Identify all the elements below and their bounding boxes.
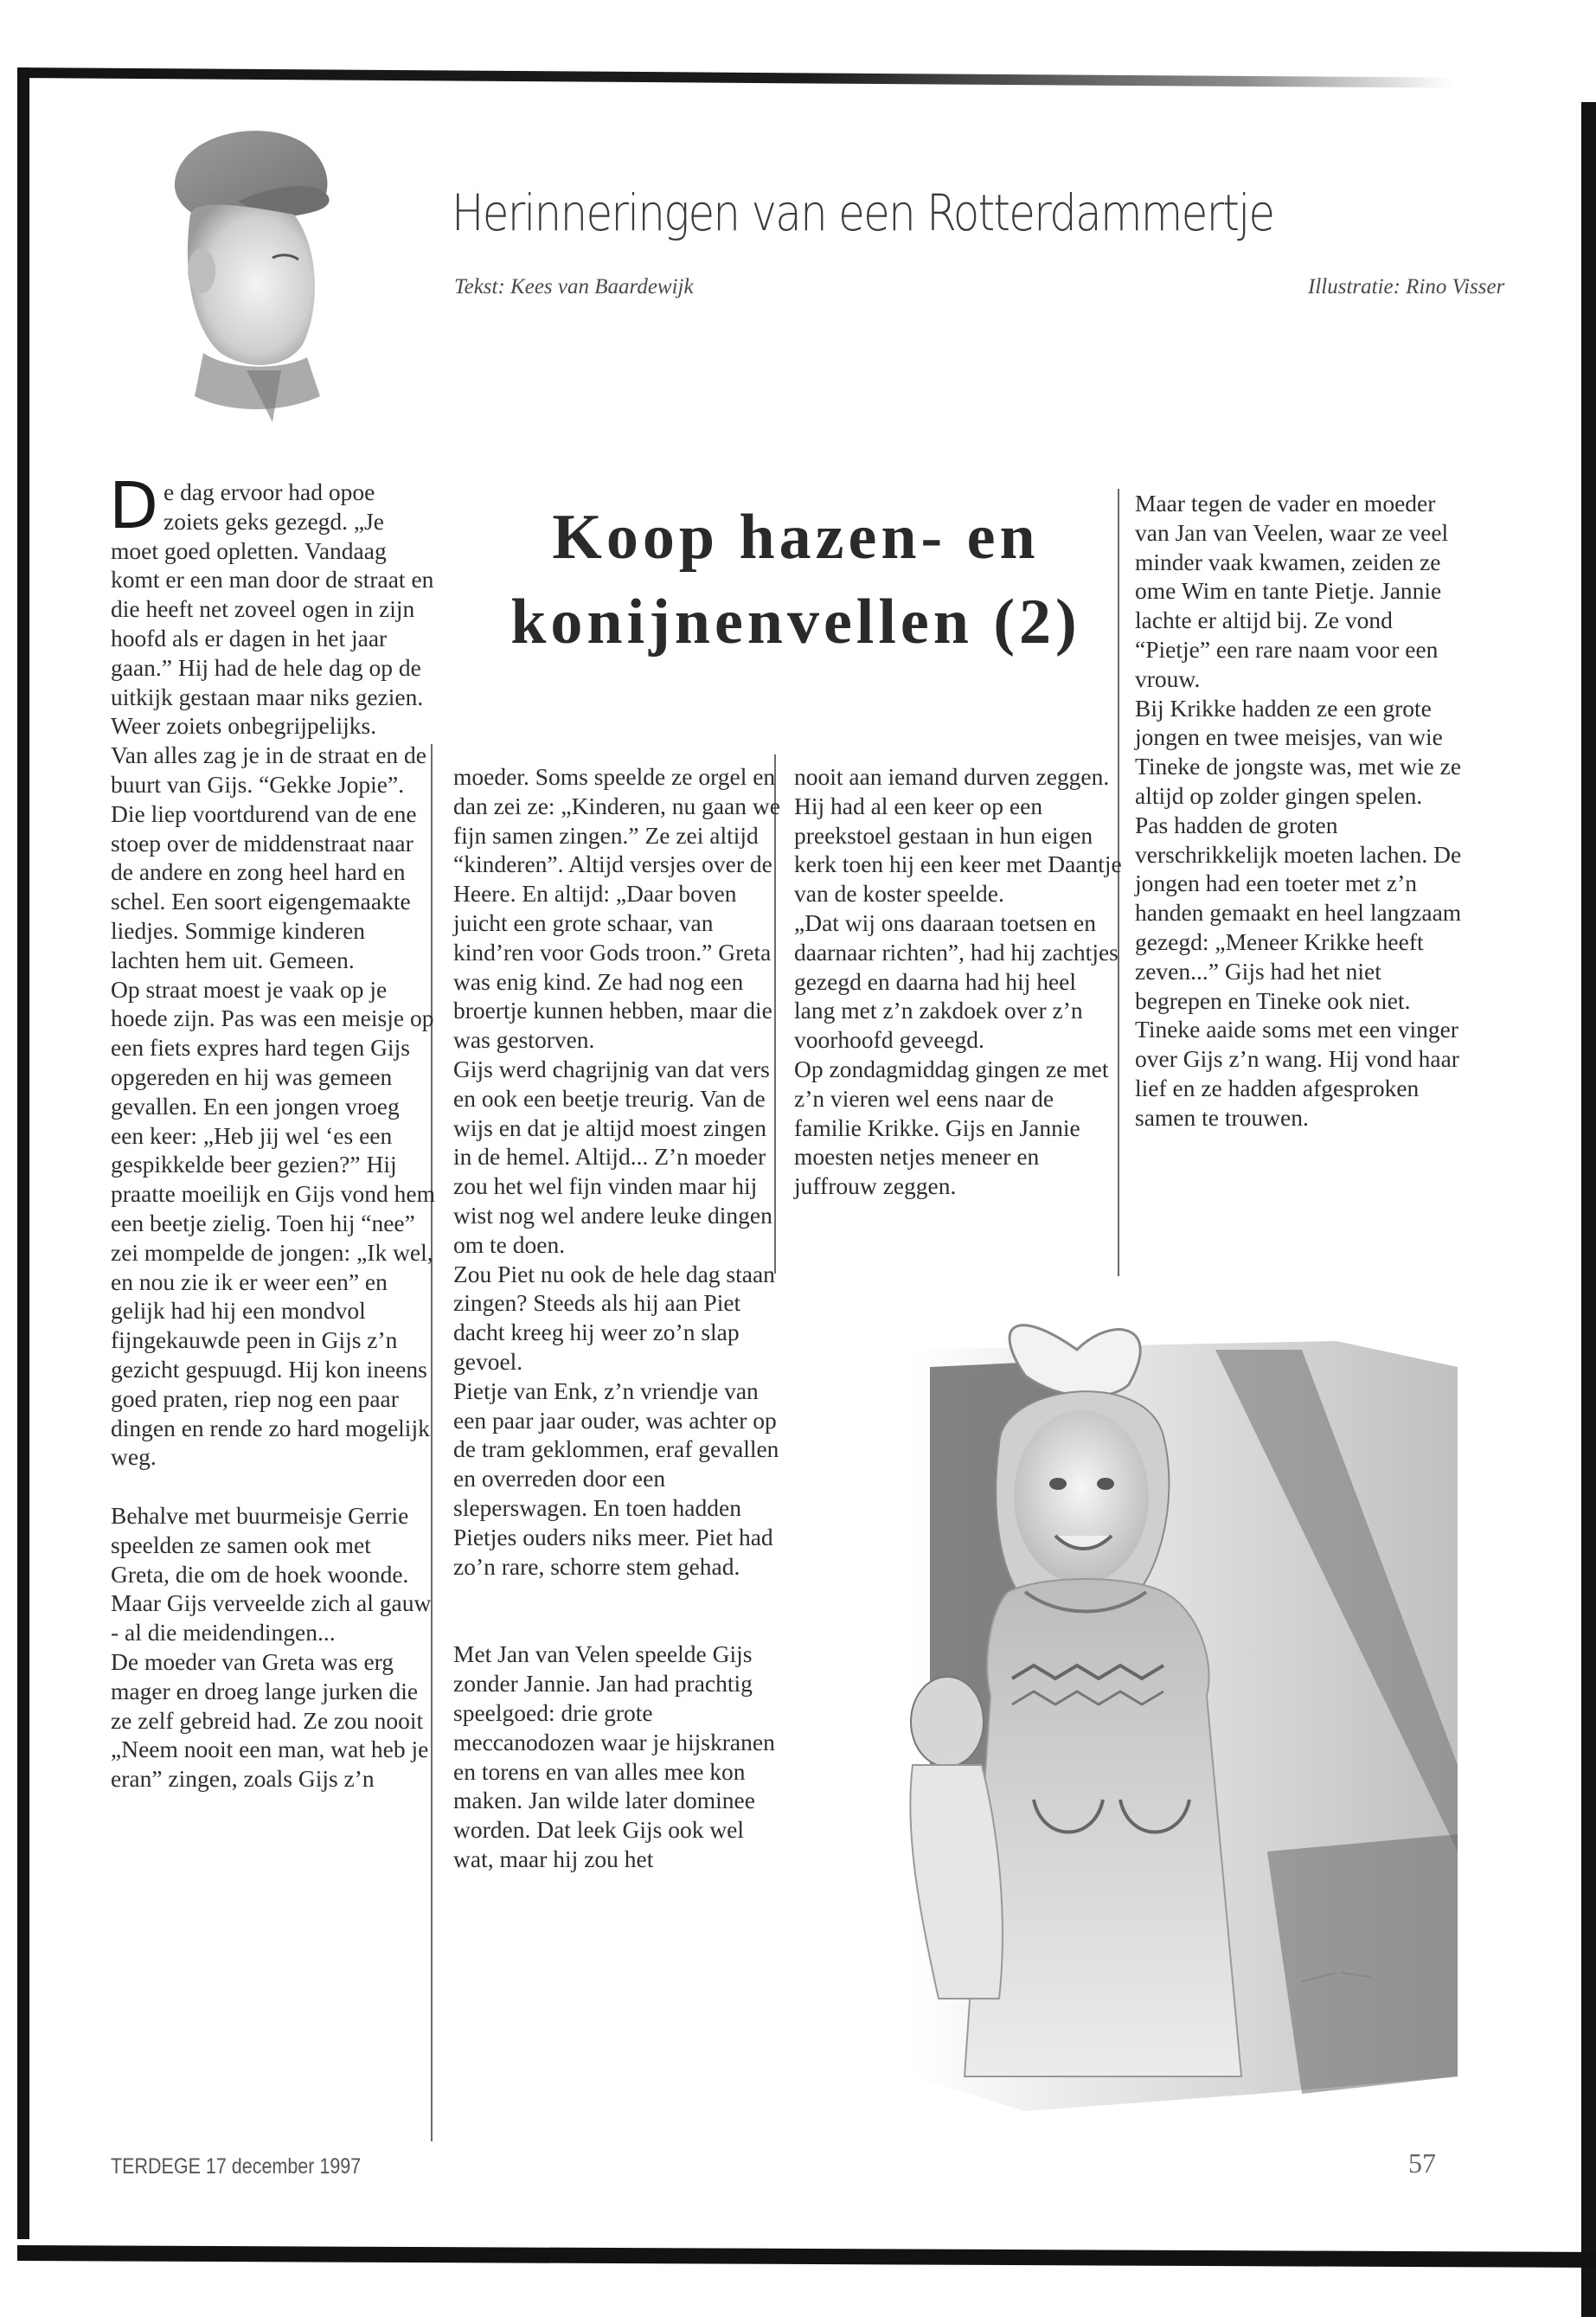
article-column-2 — [453, 762, 782, 1874]
drop-cap: D — [109, 469, 158, 543]
page-border-bottom — [17, 2245, 1596, 2268]
paragraph-gap — [453, 1610, 782, 1640]
headline-line-1: Koop hazen- en — [552, 502, 1040, 573]
paragraph: „Dat wij ons daaraan toetsen en daarnaar richten”, had hij zachtjes gezegd en daarna had hij heel lang met z’n zakdoek over z’n voorhoofd geveegd. — [794, 908, 1118, 1054]
page-border-top — [17, 67, 1453, 88]
ear — [188, 248, 215, 293]
paragraph: Maar tegen de vader en moeder van Jan van Veelen, waar ze veel minder vaak kwamen, zeiden ze ome Wim en tante Pietje. Jannie lachte er altijd bij. Ze vond “Pietje” een rare naam voor een vrouw. — [1135, 490, 1449, 692]
paragraph-gap — [111, 1472, 435, 1501]
paragraph: Pietje van Enk, z’n vriendje van een paar jaar ouder, was achter op de tram geklommen, eraf gevallen en overreden door een sleperswagen. En toen hadden Pietjes ouders niks meer. Piet had zo’n rare, schorre stem gehad. — [453, 1377, 779, 1580]
article-column-4 — [1135, 489, 1464, 1133]
paragraph: Op straat moest je vaak op je hoede zijn. Pas was een meisje op een fiets expres hard tegen Gijs opgereden en hij was gemeen gevallen. En een jongen vroeg een keer: „Heb jij wel ‘es een gespikkelde beer gezien?” Hij praatte moeilijk en Gijs vond hem een beetje zielig. Toen hij “nee” zei mompelde de jongen: „Ik wel, en nou zie ik er weer een” en gelijk had hij een mondvol fijngekauwde peen in Gijs z’n gezicht gespuugd. Hij kon ineens goed praten, riep nog een paar dingen en rende zo hard mogelijk weg. — [111, 975, 435, 1471]
illustrator-credit: Illustratie: Rino Visser — [1308, 275, 1505, 298]
boy-portrait-illustration — [143, 111, 376, 440]
paragraph: Van alles zag je in de straat en de buurt van Gijs. “Gekke Jopie”. Die liep voortdurend van de ene stoep over de middenstraat naar de andere en zong heel hard en schel. Een soort eigengemaakte liedjes. Sommige kinderen lachten hem uit. Gemeen. — [111, 741, 426, 973]
paragraph: Tineke aaide soms met een vinger over Gijs z’n wang. Hij vond haar lief en ze hadden afgesproken samen te trouwen. — [1135, 1016, 1459, 1131]
paragraph: Behalve met buurmeisje Gerrie speelden ze samen ook met Greta, die om de hoek woonde. Maar Gijs verveelde zich al gauw - al die meidendingen... — [111, 1502, 432, 1646]
paragraph: Met Jan van Velen speelde Gijs zonder Jannie. Jan had prachtig speelgoed: drie grote meccanodozen waar je hijskranen en torens en van alles mee kon maken. Jan wilde later dominee worden. Dat leek Gijs ook wel wat, maar hij zou het — [453, 1640, 775, 1872]
author-credit: Tekst: Kees van Baardewijk — [454, 275, 694, 298]
paragraph: De moeder van Greta was erg mager en droeg lange jurken die ze zelf gebreid had. Ze zou nooit „Neem nooit een man, wat heb je eran” zingen, zoals Gijs z’n — [111, 1648, 429, 1793]
paragraph: Pas hadden de groten verschrikkelijk moeten lachen. De jongen had een toeter met z’n handen gemaakt en heel langzaam gezegd: „Meneer Krikke heeft zeven...” Gijs had het niet begrepen en Tineke ook niet. — [1135, 811, 1462, 1014]
series-title: Herinneringen van een Rotterdammertje — [452, 183, 1274, 242]
page-border-left — [17, 67, 29, 2239]
paragraph-gap — [453, 1581, 782, 1610]
headline-line-2: konijnenvellen (2) — [510, 587, 1081, 658]
doll-head — [911, 1677, 984, 1767]
paragraph: Gijs werd chagrijnig van dat vers en ook een beetje treurig. Van de wijs en dat je altijd moest zingen in de hemel. Altijd... Z’n moeder zou het wel fijn vinden maar hij wist nog wel andere leuke dingen om te doen. — [453, 1055, 772, 1258]
right-eye — [1097, 1478, 1114, 1490]
paragraph: nooit aan iemand durven zeggen. Hij had al een keer op een preekstoel gestaan in hun eigen kerk toen hij een keer met Daantje van de koster speelde. — [794, 763, 1122, 908]
paragraph: Op zondagmiddag gingen ze met z’n vieren wel eens naar de familie Krikke. Gijs en Jannie moesten netjes meneer en juffrouw zeggen. — [794, 1055, 1109, 1200]
girl-with-doll-illustration — [852, 1315, 1471, 2120]
article-column-1 — [109, 469, 435, 1794]
paragraph: moeder. Soms speelde ze orgel en dan zei ze: „Kinderen, nu gaan we fijn samen zingen.” Ze zei altijd “kinderen”. Altijd versjes over de Heere. En altijd: „Daar boven juicht een grote schaar, van kind’ren voor Gods troon.” Greta was enig kind. Ze had nog een broertje kunnen hebben, maar die was gestorven. — [453, 763, 780, 1054]
left-eye — [1049, 1478, 1067, 1490]
dress — [965, 1579, 1241, 2076]
paragraph: De dag ervoor had opoe zoiets geks gezegd. „Je moet goed opletten. Vandaag komt er een man door de straat en die heeft net zoveel ogen in zijn hoofd als er dagen in het jaar gaan.” Hij had de hele dag op de uitkijk gestaan maar niks gezien. Weer zoiets onbegrijpelijks. — [109, 469, 434, 740]
paragraph: Bij Krikke hadden ze een grote jongen en twee meisjes, van wie Tineke de jongste was, met wie ze altijd op zolder gingen spelen. — [1135, 694, 1462, 809]
article-headline — [480, 495, 1112, 664]
publication-footer: TERDEGE 17 december 1997 — [111, 2154, 362, 2179]
paragraph: Zou Piet nu ook de hele dag staan zingen? Steeds als hij aan Piet dacht kreeg hij weer zo’n slap gevoel. — [453, 1260, 775, 1375]
article-column-3 — [794, 762, 1123, 1201]
page-number: 57 — [1408, 2147, 1436, 2179]
page-border-right — [1581, 102, 1596, 2317]
girl-face — [1014, 1410, 1149, 1583]
